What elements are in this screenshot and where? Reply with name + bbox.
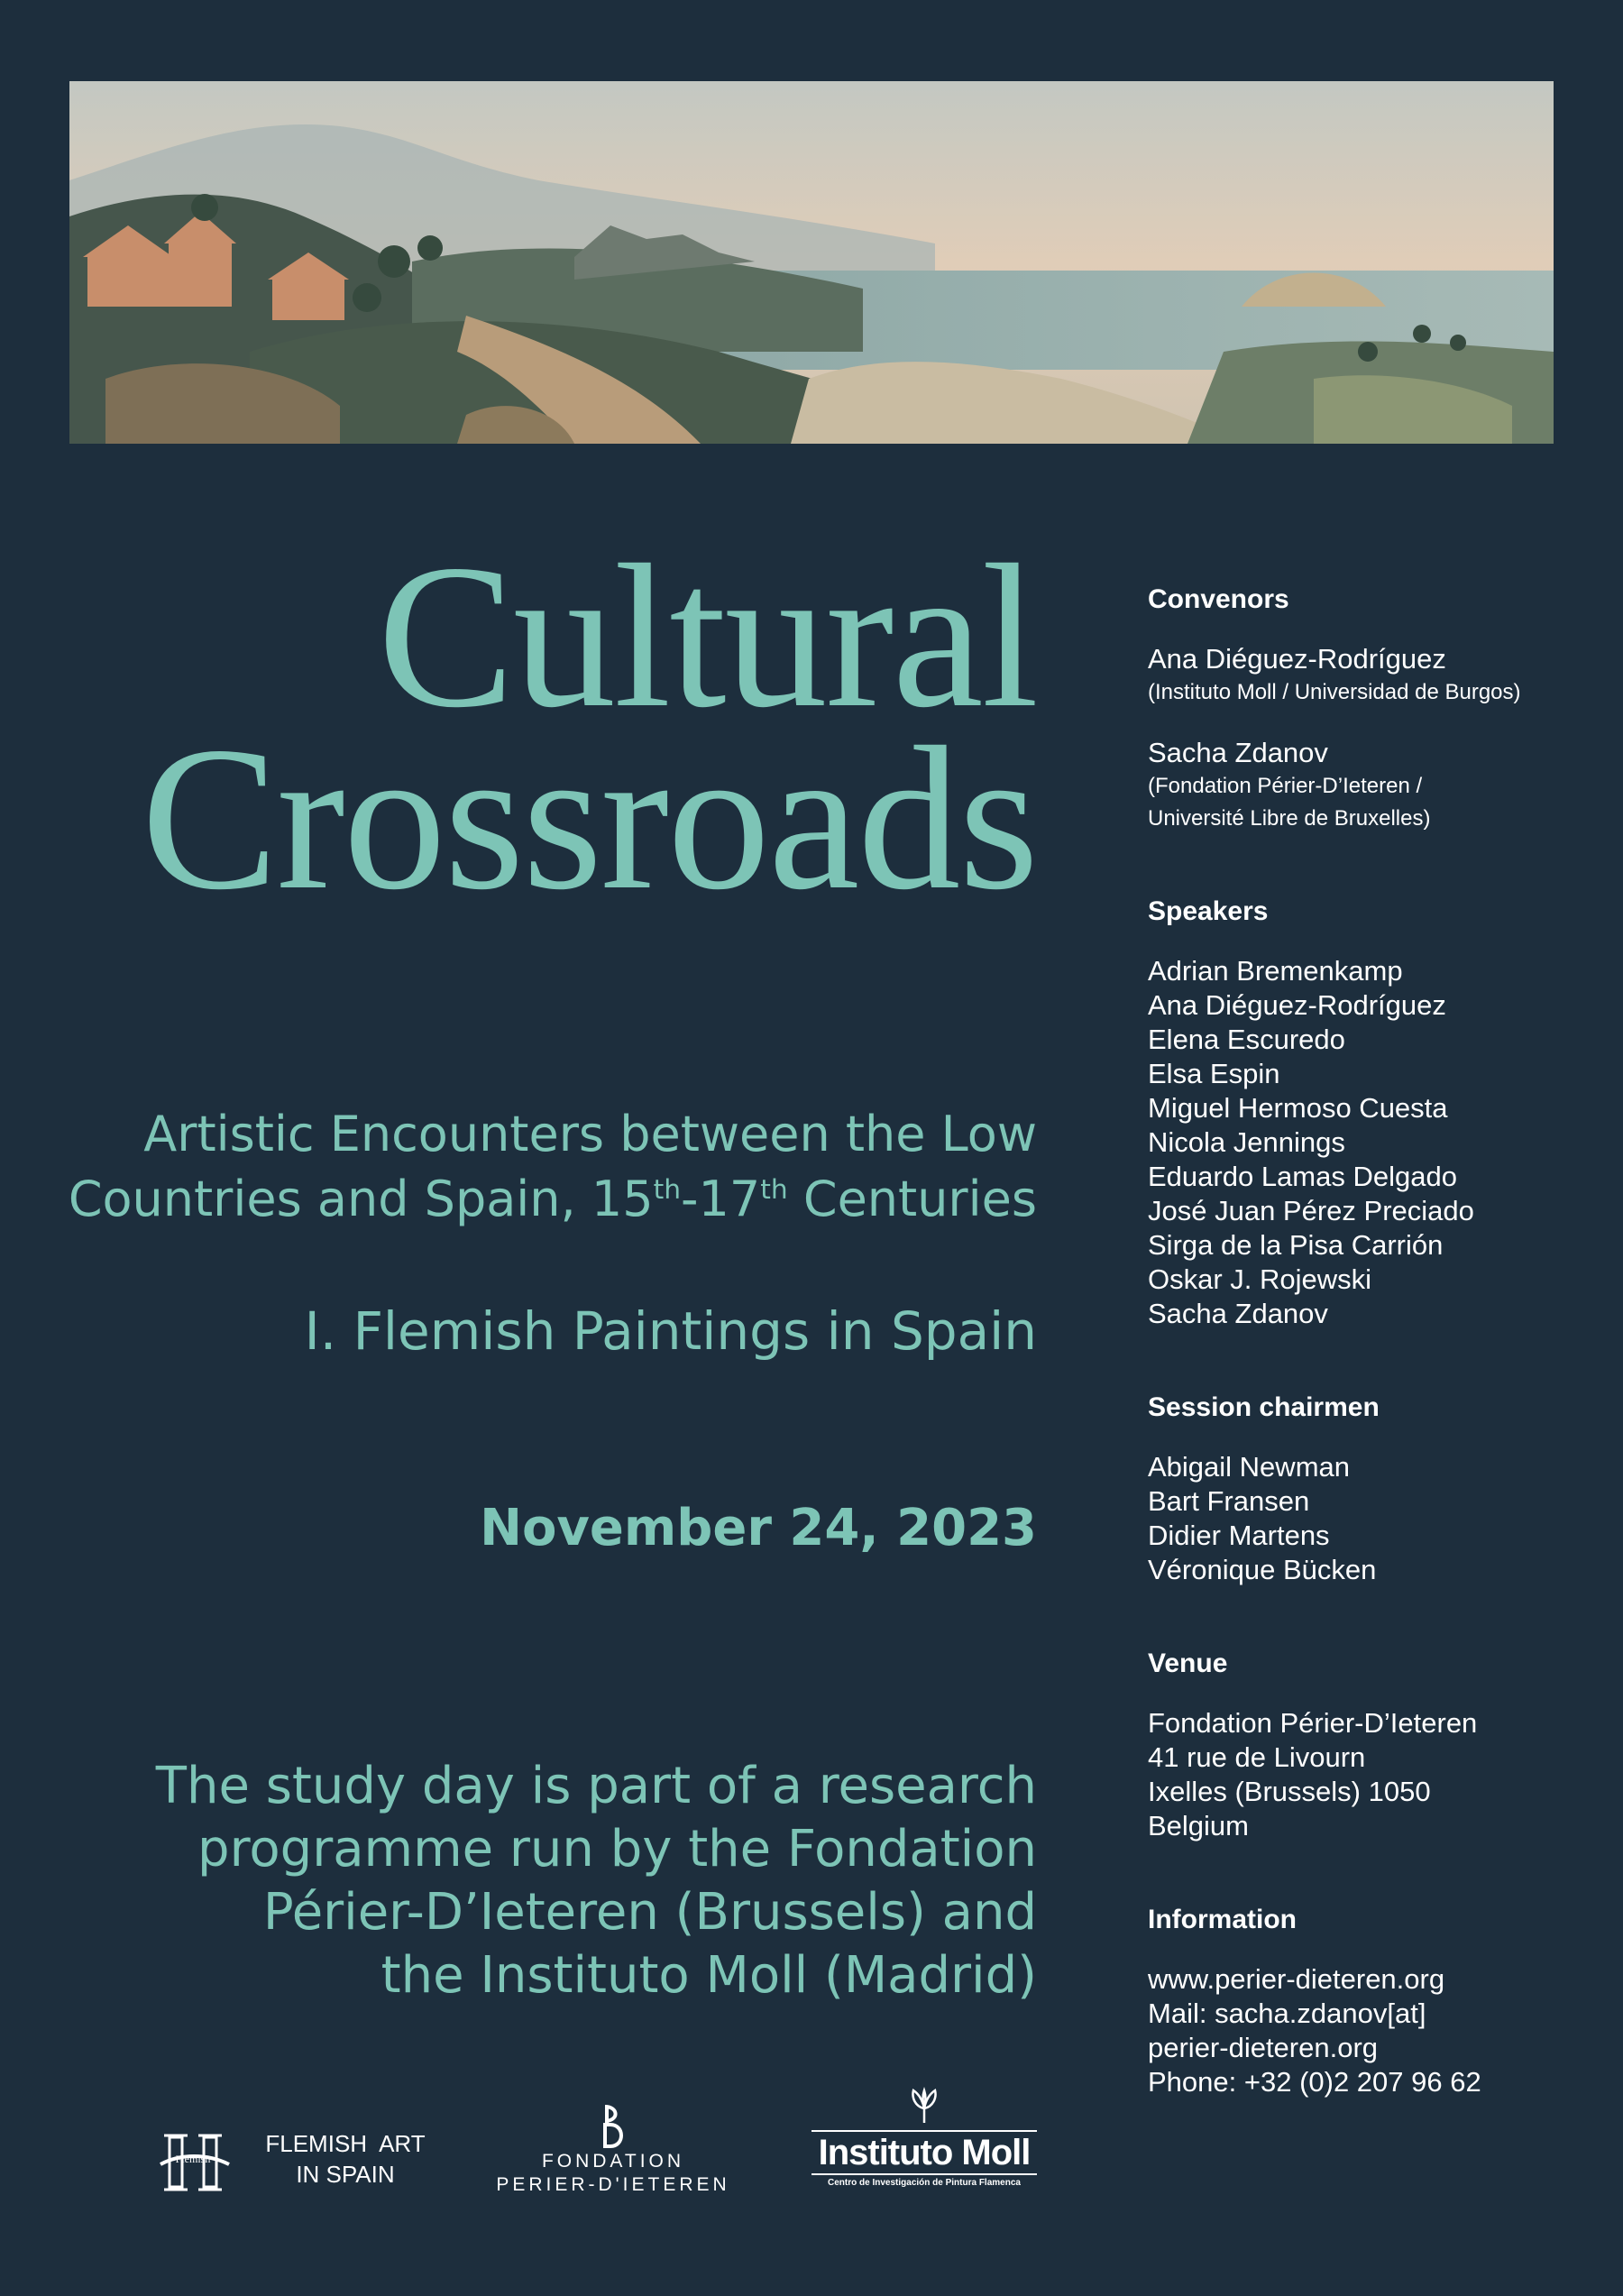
speaker-name: Adrian Bremenkamp (1148, 955, 1403, 987)
speaker-name: Sacha Zdanov (1148, 1298, 1328, 1329)
info-sidebar (1148, 577, 1608, 2154)
speakers-heading: Speakers (1148, 896, 1269, 926)
convenor (1148, 736, 1608, 835)
chairman-name: Abigail Newman (1148, 1451, 1350, 1483)
description-line: The study day is part of a research (155, 1757, 1037, 1815)
chairman-name: Bart Fransen (1148, 1485, 1310, 1517)
flemish-logo-line: IN SPAIN (296, 2161, 395, 2188)
event-date: November 24, 2023 (480, 1499, 1037, 1557)
title-line-1: Cultural (377, 523, 1037, 750)
speaker-name: Sirga de la Pisa Carrión (1148, 1229, 1444, 1261)
convenors-section (1148, 577, 1608, 835)
venue-heading: Venue (1148, 1649, 1228, 1678)
event-subtitle (54, 1102, 1037, 1232)
phone-line: Phone: +32 (0)2 207 96 62 (1148, 2066, 1481, 2098)
venue-line: Fondation Périer-D’Ieteren (1148, 1707, 1478, 1739)
subtitle-text: Centuries (787, 1171, 1037, 1227)
subtitle-line-2 (54, 1167, 1037, 1232)
description-line: Périer-D’Ieteren (Brussels) and (262, 1883, 1037, 1942)
chairman-name: Véronique Bücken (1148, 1554, 1377, 1585)
convenor-affiliation: (Fondation Périer-D’Ieteren / (1148, 774, 1423, 798)
convenor-name: Sacha Zdanov (1148, 737, 1328, 768)
chairman-name: Didier Martens (1148, 1520, 1330, 1551)
moll-logo-name: Instituto Moll (818, 2133, 1031, 2172)
speaker-name: Oskar J. Rojewski (1148, 1263, 1372, 1295)
convenor-affiliation: Université Libre de Bruxelles) (1148, 806, 1431, 831)
venue-section (1148, 1641, 1608, 1843)
subtitle-line-1: Artistic Encounters between the Low (143, 1106, 1037, 1162)
columns-icon (153, 2119, 238, 2204)
flemish-logo-line: FLEMISH ART (265, 2130, 426, 2157)
mail-line[interactable]: Mail: sacha.zdanov[at] (1148, 1998, 1426, 2029)
title-line-2: Crossroads (141, 705, 1037, 932)
mail-line[interactable]: perier-dieteren.org (1148, 2032, 1379, 2063)
speaker-name: Nicola Jennings (1148, 1126, 1345, 1158)
speaker-name: Ana Diéguez-Rodríguez (1148, 989, 1446, 1021)
subtitle-text: -17 (681, 1171, 761, 1227)
partner-logos (0, 2074, 1082, 2218)
description-line: programme run by the Fondation (197, 1820, 1037, 1878)
landscape-painting-banner (69, 81, 1554, 444)
landscape-illustration (69, 81, 1554, 444)
fondation-logo-line: FONDATION (541, 2151, 685, 2172)
moll-logo-tagline: Centro de Investigación de Pintura Flamenca (828, 2178, 1021, 2188)
convenors-heading: Convenors (1148, 584, 1289, 614)
programme-description (54, 1755, 1037, 2007)
venue-line: Ixelles (Brussels) 1050 (1148, 1776, 1431, 1807)
speaker-name: Elsa Espin (1148, 1058, 1280, 1089)
chairmen-section (1148, 1385, 1608, 1587)
superscript-th: th (653, 1174, 682, 1206)
speaker-name: Elena Escuredo (1148, 1024, 1345, 1055)
logo-badge-text: Flemish (175, 2153, 211, 2165)
speakers-section (1148, 889, 1608, 1331)
venue-line: Belgium (1148, 1810, 1249, 1841)
subtitle-text: Countries and Spain, 15 (68, 1171, 654, 1227)
convenor-affiliation: (Instituto Moll / Universidad de Burgos) (1148, 680, 1521, 704)
description-line: the Instituto Moll (Madrid) (381, 1946, 1037, 2005)
superscript-th: th (760, 1174, 788, 1206)
speaker-name: Miguel Hermoso Cuesta (1148, 1092, 1448, 1124)
information-section (1148, 1897, 1608, 2099)
speaker-name: Eduardo Lamas Delgado (1148, 1161, 1457, 1192)
fondation-monogram-icon (598, 2103, 628, 2150)
event-title (54, 523, 1037, 932)
fondation-logo-line: PERIER-D'IETEREN (496, 2174, 730, 2195)
convenor-name: Ana Diéguez-Rodríguez (1148, 643, 1446, 675)
series-title: I. Flemish Paintings in Spain (304, 1300, 1037, 1362)
speaker-name: José Juan Pérez Preciado (1148, 1195, 1474, 1226)
fondation-perier-dieteren-logo (496, 2103, 730, 2202)
venue-line: 41 rue de Livourn (1148, 1741, 1366, 1773)
chairmen-heading: Session chairmen (1148, 1392, 1380, 1422)
convenor (1148, 642, 1608, 709)
website-link[interactable]: www.perier-dieteren.org (1148, 1963, 1445, 1995)
instituto-moll-logo (812, 2087, 1037, 2204)
flemish-art-in-spain-logo (153, 2125, 442, 2197)
flower-icon (904, 2087, 944, 2126)
information-heading: Information (1148, 1905, 1297, 1934)
